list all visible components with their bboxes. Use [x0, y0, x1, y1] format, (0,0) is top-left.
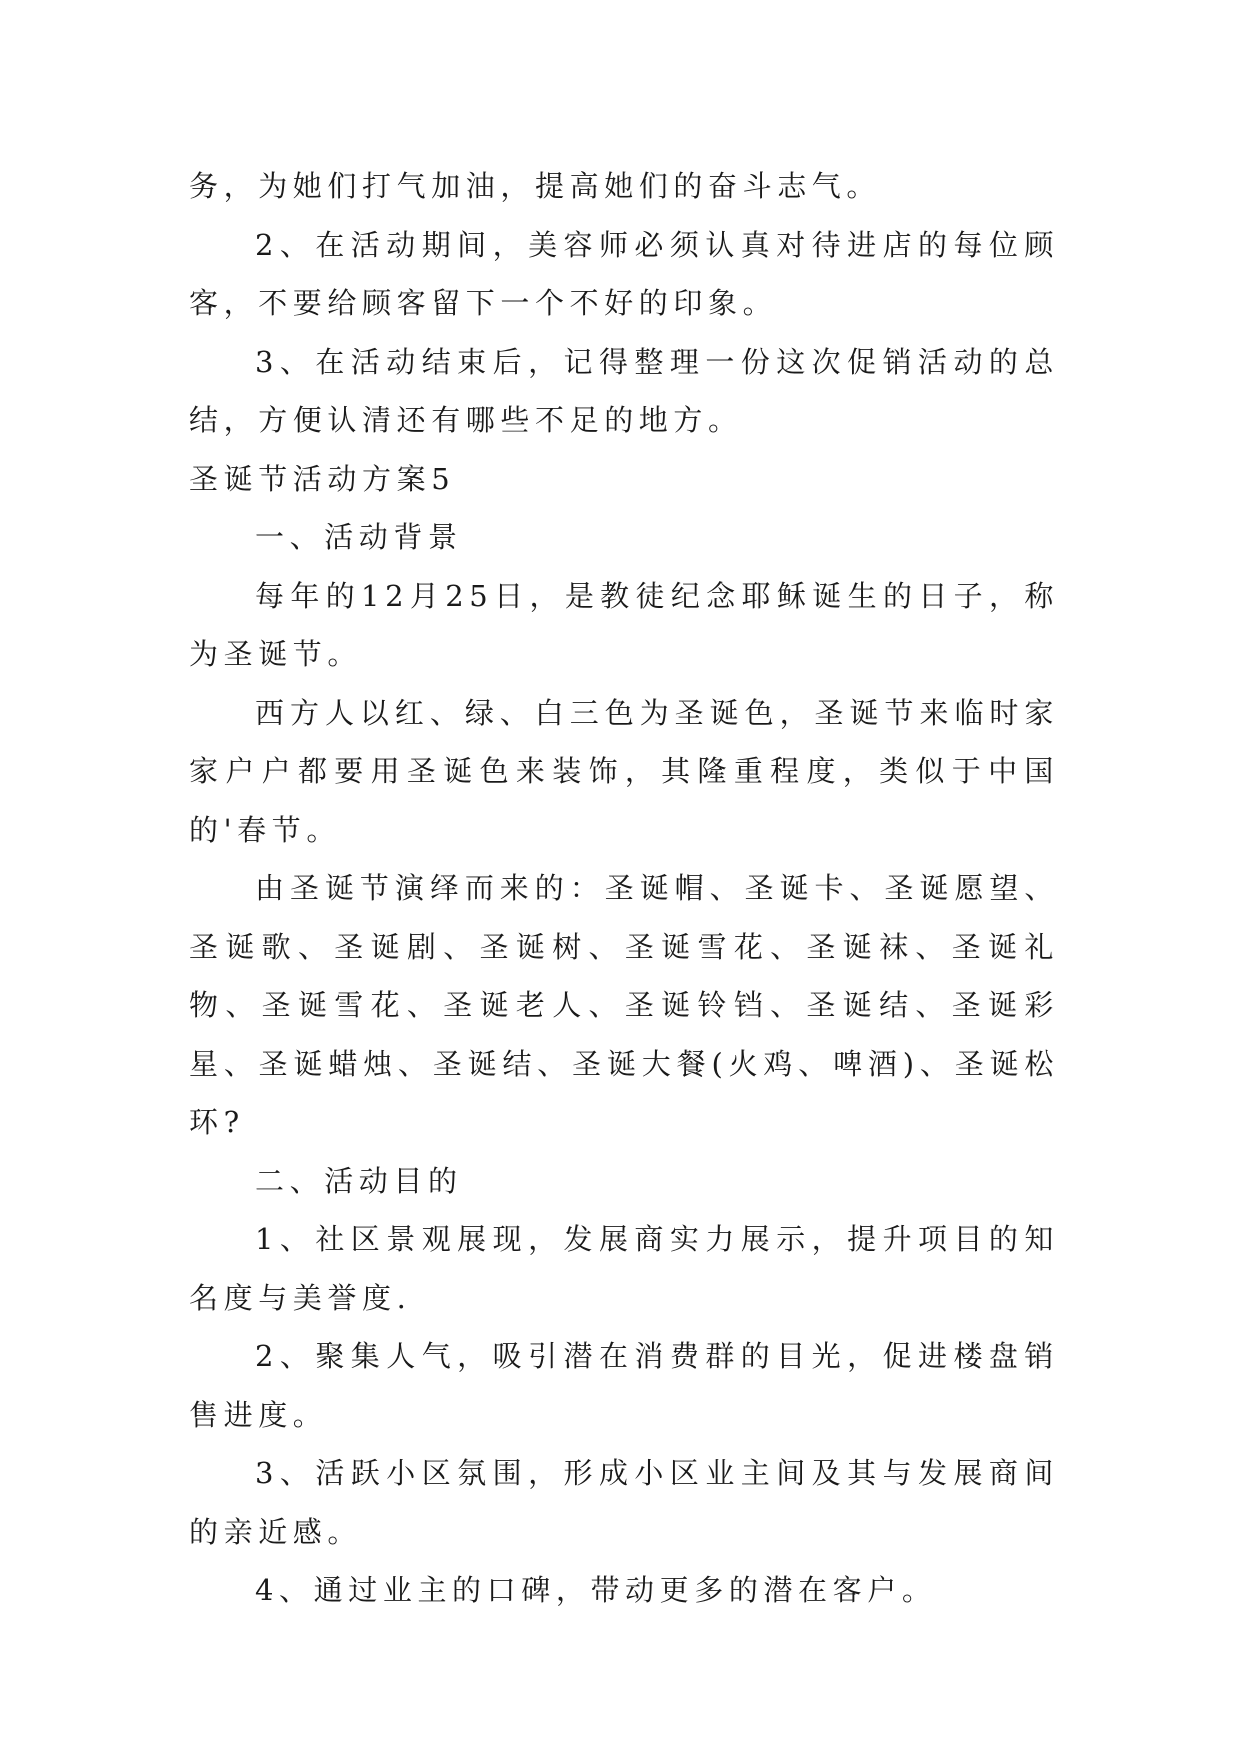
paragraph-continuation: 务，为她们打气加油，提高她们的奋斗志气。 [189, 169, 882, 203]
paragraph-item-3: 3、在活动结束后，记得整理一份这次促销活动的总结，方便认清还有哪些不足的地方。 [189, 344, 1059, 437]
heading-purpose: 二、活动目的 [255, 1163, 463, 1198]
purpose-item-3: 3、活跃小区氛围，形成小区业主间及其与发展商间的亲近感。 [189, 1456, 1059, 1549]
purpose-item-2: 2、聚集人气，吸引潜在消费群的目光，促进楼盘销售进度。 [189, 1339, 1059, 1432]
section-title: 圣诞节活动方案5 [189, 461, 456, 496]
purpose-item-4: 4、通过业主的口碑，带动更多的潜在客户。 [255, 1573, 937, 1607]
paragraph-christmas-date: 每年的12月25日，是教徒纪念耶稣诞生的日子，称为圣诞节。 [189, 578, 1059, 671]
paragraph-item-2: 2、在活动期间，美容师必须认真对待进店的每位顾客，不要给顾客留下一个不好的印象。 [189, 227, 1059, 320]
document-body [189, 157, 1059, 1620]
paragraph-christmas-items: 由圣诞节演绎而来的：圣诞帽、圣诞卡、圣诞愿望、圣诞歌、圣诞剧、圣诞树、圣诞雪花、圣诞袜、圣诞礼物、圣诞雪花、圣诞老人、圣诞铃铛、圣诞结、圣诞彩星、圣诞蜡烛、圣诞结、圣诞大餐(火鸡、啤酒)、圣诞松环? [189, 871, 1059, 1139]
purpose-item-1: 1、社区景观展现，发展商实力展示，提升项目的知名度与美誉度. [189, 1222, 1059, 1315]
heading-background: 一、活动背景 [255, 520, 463, 554]
paragraph-christmas-colors: 西方人以红、绿、白三色为圣诞色，圣诞节来临时家家户户都要用圣诞色来装饰，其隆重程度，类似于中国的'春节。 [189, 695, 1059, 847]
